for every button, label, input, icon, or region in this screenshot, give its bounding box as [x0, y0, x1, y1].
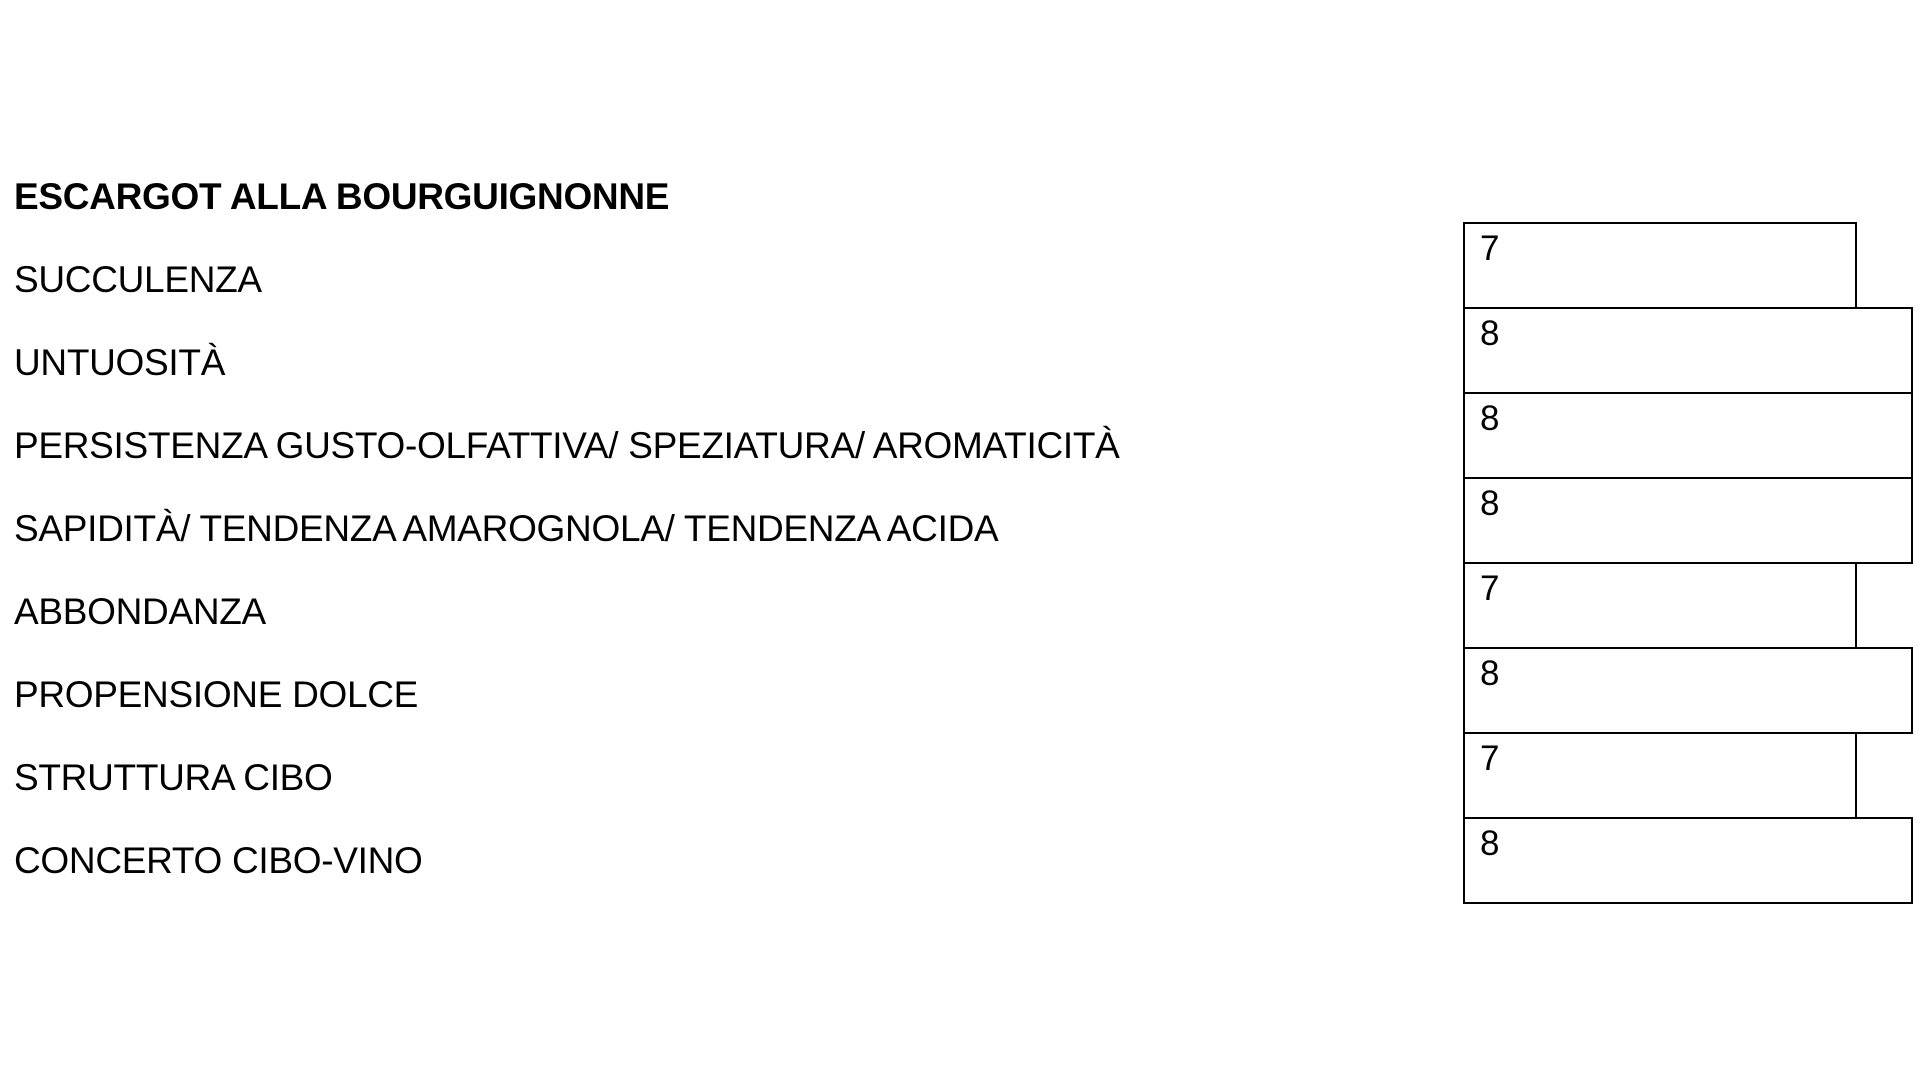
- bar-value-label-7: 7: [1480, 739, 1500, 778]
- category-label-concerto-cibo-vino: CONCERTO CIBO-VINO: [14, 840, 423, 881]
- bar-6: [1464, 648, 1912, 733]
- bar-value-label-2: 8: [1480, 314, 1500, 353]
- bar-7: [1464, 733, 1856, 818]
- category-label-abbondanza: ABBONDANZA: [14, 591, 266, 632]
- bar-value-label-6: 8: [1480, 654, 1500, 693]
- bar-2: [1464, 308, 1912, 393]
- bar-value-label-8: 8: [1480, 824, 1500, 863]
- bar-value-label-4: 8: [1480, 484, 1500, 523]
- chart-title: ESCARGOT ALLA BOURGUIGNONNE: [14, 176, 670, 217]
- bar-8: [1464, 818, 1912, 903]
- bar-value-label-3: 8: [1480, 399, 1500, 438]
- category-label-struttura-cibo: STRUTTURA CIBO: [14, 757, 333, 798]
- bar-value-label-1: 7: [1480, 229, 1500, 268]
- bar-3: [1464, 393, 1912, 478]
- bar-4: [1464, 478, 1912, 563]
- category-label-untuosita: UNTUOSITÀ: [14, 342, 226, 383]
- bar-5: [1464, 563, 1856, 648]
- category-label-persistenza: PERSISTENZA GUSTO-OLFATTIVA/ SPEZIATURA/ AROMATICITÀ: [14, 425, 1120, 466]
- category-label-propensione-dolce: PROPENSIONE DOLCE: [14, 674, 419, 715]
- category-label-sapidita: SAPIDITÀ/ TENDENZA AMAROGNOLA/ TENDENZA ACIDA: [14, 508, 999, 549]
- category-label-succulenza: SUCCULENZA: [14, 259, 262, 300]
- bar-1: [1464, 223, 1856, 308]
- bar-value-label-5: 7: [1480, 569, 1500, 608]
